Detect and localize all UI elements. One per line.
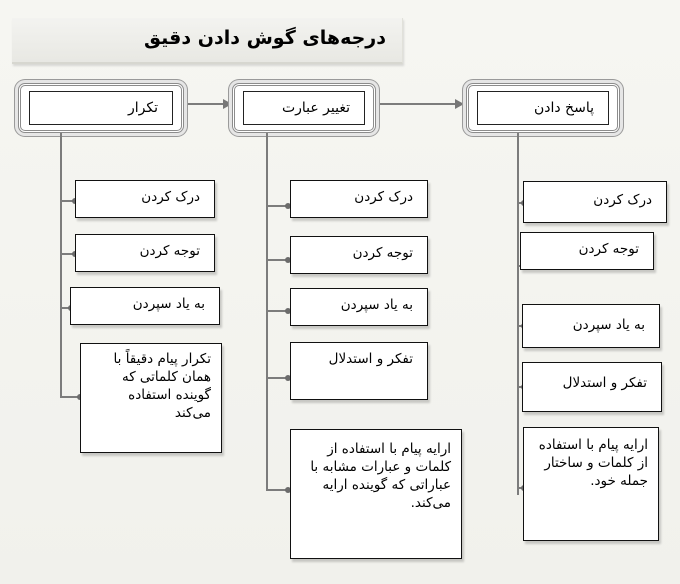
item-label: ارایه پیام با استفاده از کلمات و عبارات مشابه با عباراتی که گوینده ارایه می‌کند. (310, 441, 451, 511)
stage-header-repeat (18, 83, 184, 133)
item-reasoning (290, 342, 428, 400)
arrow-right-icon (223, 99, 232, 109)
item-attention (75, 234, 215, 272)
item-attention (290, 236, 428, 274)
item-label: به یاد سپردن (572, 317, 645, 333)
item-label: ارایه پیام با استفاده از کلمات و ساختار جمله خود. (538, 437, 648, 489)
item-remembering (522, 304, 660, 348)
stage-header-label: پاسخ دادن (533, 100, 594, 116)
stage-header-frame (29, 91, 173, 125)
stage-header-paraphrase (232, 83, 376, 133)
item-own-words-message (523, 427, 659, 541)
item-attention (520, 232, 654, 270)
item-understanding (523, 181, 667, 223)
item-label: درک کردن (141, 189, 200, 205)
item-label: توجه کردن (352, 245, 413, 261)
item-label: به یاد سپردن (132, 296, 205, 312)
connector-line (375, 103, 460, 105)
item-remembering (70, 287, 220, 325)
stage-header-frame (477, 91, 609, 125)
item-label: تفکر و استدلال (328, 351, 413, 367)
diagram-title: درجه‌های گوش دادن دقیق (144, 27, 386, 49)
item-label: درک کردن (593, 192, 652, 208)
item-understanding (290, 180, 428, 218)
stage-header-respond (466, 83, 620, 133)
item-label: به یاد سپردن (340, 297, 413, 313)
item-label: درک کردن (354, 189, 413, 205)
item-exact-repetition (80, 343, 222, 453)
trunk-line (266, 133, 268, 491)
trunk-line (517, 133, 519, 495)
item-label: توجه کردن (139, 243, 200, 259)
item-remembering (290, 288, 428, 326)
title-box (12, 18, 403, 64)
stage-header-frame (243, 91, 365, 125)
item-label: تکرار پیام دقیقاً با همان کلماتی که گوینده استفاده می‌کند (113, 351, 211, 421)
item-paraphrase-message (290, 429, 462, 559)
stage-header-label: تغییر عبارت (281, 100, 350, 116)
stage-header-label: تکرار (127, 100, 158, 116)
trunk-line (60, 133, 62, 398)
item-label: تفکر و استدلال (562, 375, 647, 391)
item-label: توجه کردن (578, 241, 639, 257)
arrow-right-icon (455, 99, 464, 109)
item-understanding (75, 180, 215, 218)
item-reasoning (522, 362, 662, 412)
